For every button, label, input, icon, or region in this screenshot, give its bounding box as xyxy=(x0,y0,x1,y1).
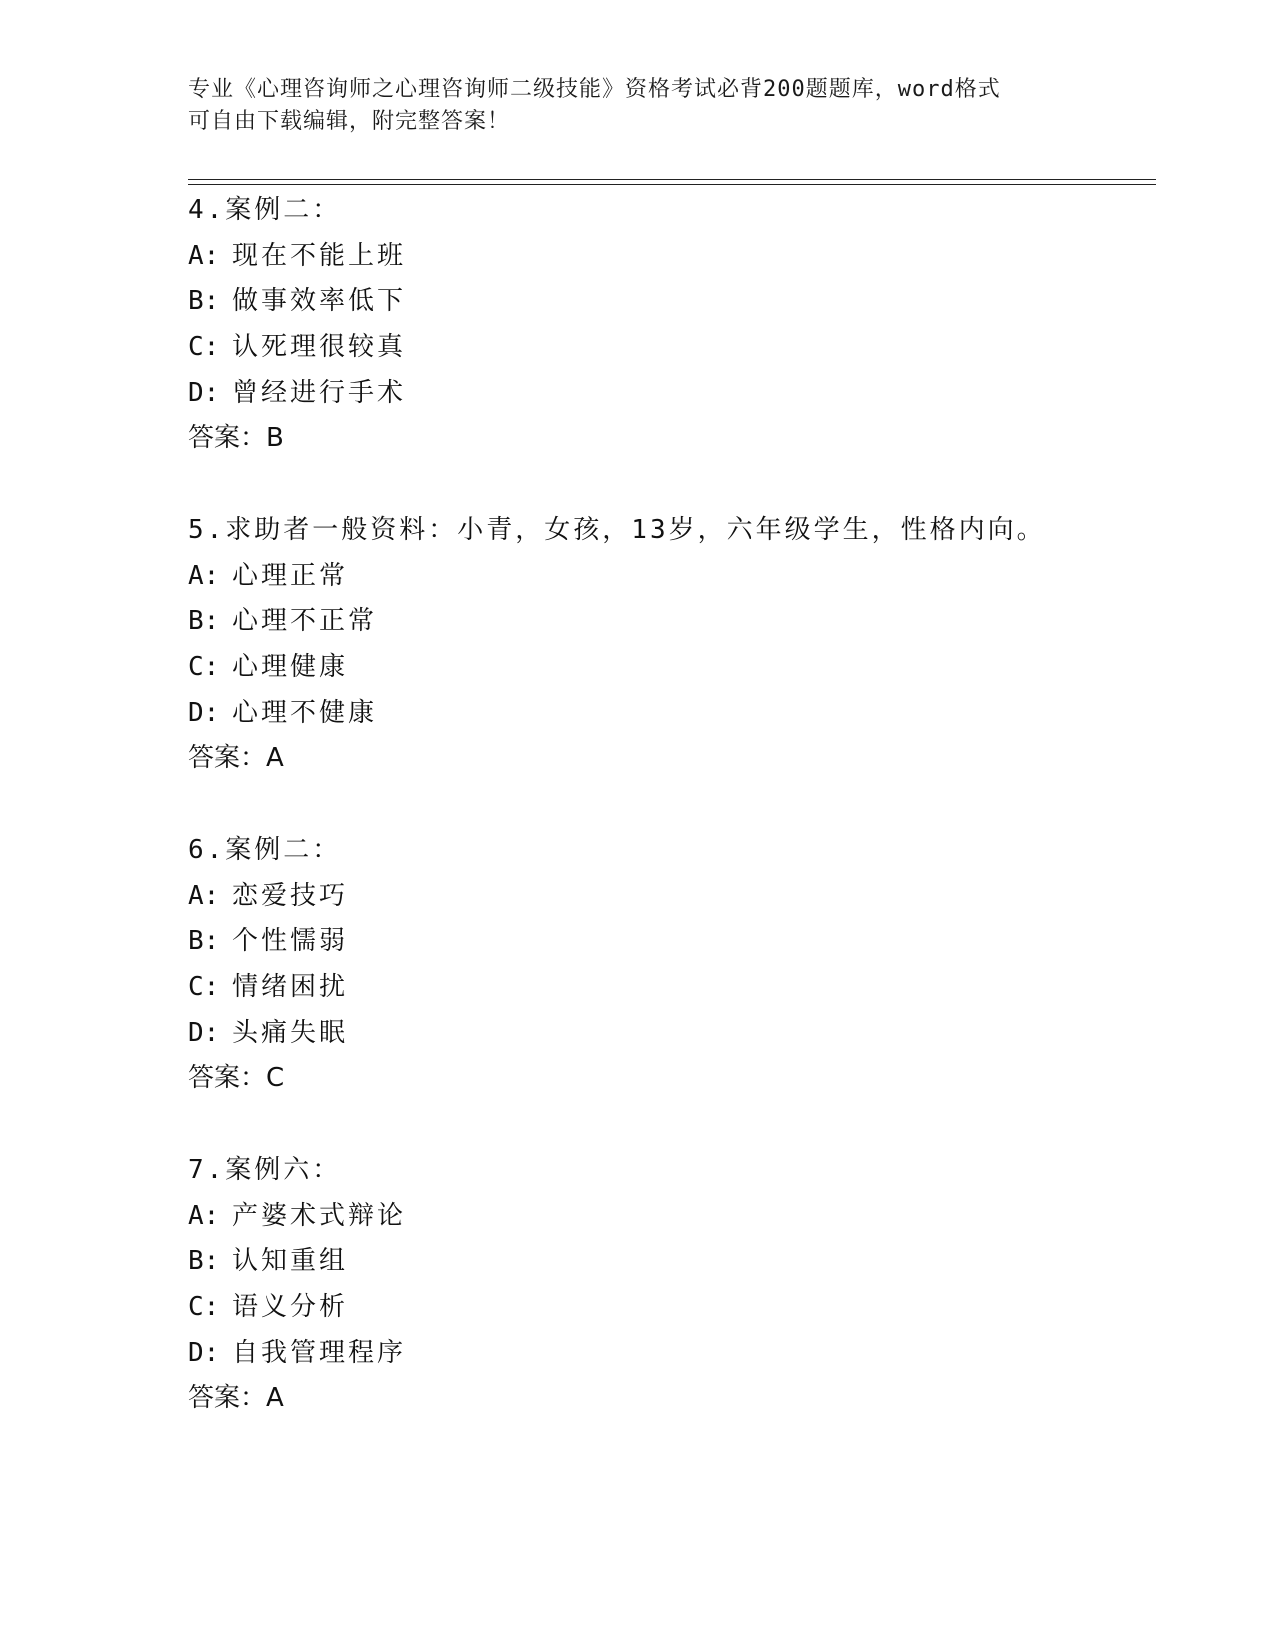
header-divider-top xyxy=(188,179,1156,180)
option-letter: D: xyxy=(188,1337,220,1368)
answer-line: 答案：A xyxy=(188,1383,284,1414)
option-letter: C: xyxy=(188,1292,220,1323)
option-letter: B: xyxy=(188,606,220,637)
option-text: 心理正常 xyxy=(232,560,349,591)
option-letter: A: xyxy=(188,880,220,911)
option-text: 恋爱技巧 xyxy=(232,880,349,911)
option-text: 心理健康 xyxy=(232,652,349,683)
option-row xyxy=(188,1194,1148,1240)
option-row xyxy=(188,691,1148,737)
option-letter: D: xyxy=(188,1017,220,1048)
option-letter: C: xyxy=(188,972,220,1003)
answer-line: 答案：C xyxy=(188,1063,285,1094)
option-row xyxy=(188,874,1148,920)
question-block xyxy=(188,828,1148,1102)
option-text: 现在不能上班 xyxy=(232,240,407,271)
answer-line: 答案：A xyxy=(188,743,284,774)
option-text: 心理不正常 xyxy=(232,606,378,637)
answer-line: 答案：B xyxy=(188,423,284,454)
option-text: 自我管理程序 xyxy=(232,1337,407,1368)
option-letter: B: xyxy=(188,286,220,317)
option-text: 心理不健康 xyxy=(232,697,378,728)
question-stem: 5.求助者一般资料：小青，女孩，13岁，六年级学生，性格内向。 xyxy=(188,515,1046,545)
header-divider-bottom xyxy=(188,184,1156,185)
option-text: 认死理很较真 xyxy=(232,332,407,363)
option-text: 个性懦弱 xyxy=(232,926,349,957)
option-letter: B: xyxy=(188,926,220,957)
option-text: 认知重组 xyxy=(232,1246,349,1277)
option-text: 曾经进行手术 xyxy=(232,377,407,408)
option-row xyxy=(188,325,1148,371)
question-stem: 4.案例二： xyxy=(188,195,342,225)
option-row xyxy=(188,279,1148,325)
option-letter: A: xyxy=(188,1200,220,1231)
option-letter: A: xyxy=(188,560,220,591)
option-letter: A: xyxy=(188,240,220,271)
header-line-1: 专业《心理咨询师之心理咨询师二级技能》资格考试必背200题题库，word格式 xyxy=(188,77,1001,102)
option-text: 产婆术式辩论 xyxy=(232,1200,407,1231)
option-row xyxy=(188,599,1148,645)
option-text: 做事效率低下 xyxy=(232,286,407,317)
question-block xyxy=(188,1148,1148,1422)
option-row xyxy=(188,645,1148,691)
header-line-2: 可自由下载编辑，附完整答案！ xyxy=(188,109,511,134)
option-row xyxy=(188,1285,1148,1331)
option-row xyxy=(188,1011,1148,1057)
option-letter: D: xyxy=(188,697,220,728)
option-letter: C: xyxy=(188,652,220,683)
option-letter: D: xyxy=(188,377,220,408)
option-row xyxy=(188,234,1148,280)
document-header xyxy=(188,74,1088,138)
option-row xyxy=(188,919,1148,965)
option-row xyxy=(188,1331,1148,1377)
option-row xyxy=(188,965,1148,1011)
option-text: 语义分析 xyxy=(232,1292,349,1323)
question-stem: 6.案例二： xyxy=(188,835,342,865)
option-letter: C: xyxy=(188,332,220,363)
option-row xyxy=(188,371,1148,417)
option-row xyxy=(188,554,1148,600)
option-text: 情绪困扰 xyxy=(232,972,349,1003)
option-text: 头痛失眠 xyxy=(232,1017,349,1048)
option-letter: B: xyxy=(188,1246,220,1277)
question-stem: 7.案例六： xyxy=(188,1155,342,1185)
question-block xyxy=(188,188,1148,462)
option-row xyxy=(188,1239,1148,1285)
question-block xyxy=(188,508,1148,782)
